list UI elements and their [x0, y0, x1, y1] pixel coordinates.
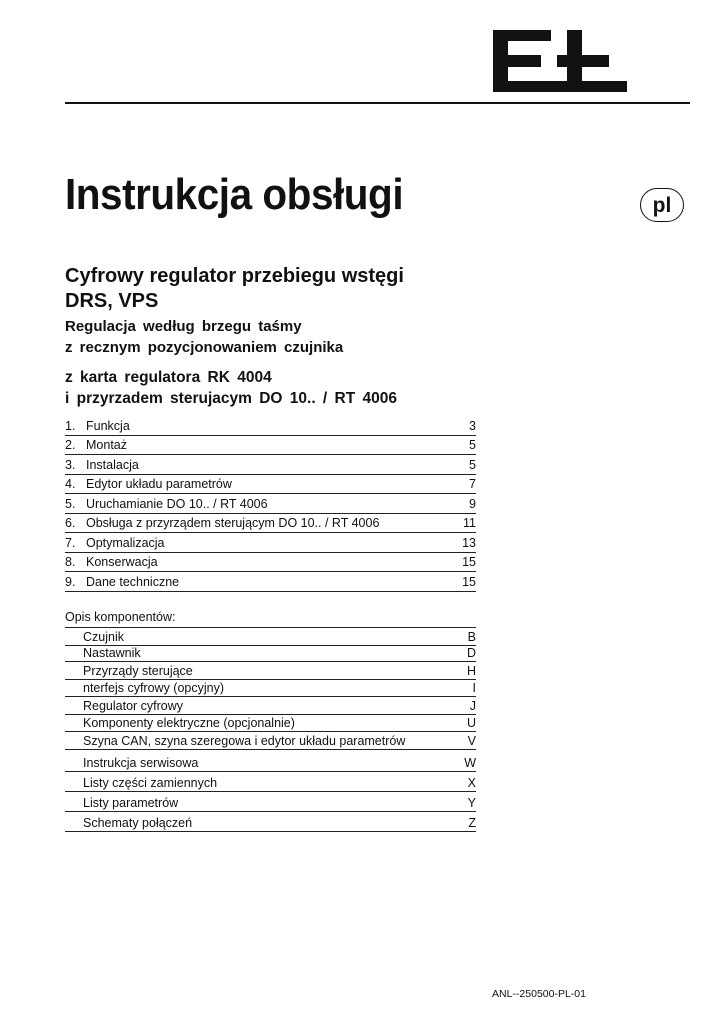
component-row[interactable] [65, 680, 476, 697]
toc-row[interactable] [65, 455, 476, 475]
header-divider [65, 102, 690, 104]
toc-label: Dane techniczne [86, 574, 180, 589]
components-list [65, 627, 476, 832]
toc-number: 7. [65, 535, 76, 550]
toc-number: 6. [65, 516, 76, 530]
component-code: X [467, 776, 476, 790]
component-row[interactable] [65, 715, 476, 732]
component-row[interactable] [65, 772, 476, 792]
toc-page: 7 [469, 477, 476, 491]
toc-label: Instalacja [86, 457, 139, 472]
product-title-line-1: Cyfrowy regulator przebiegu wstęgi [65, 265, 404, 287]
toc-number: 2. [65, 438, 76, 452]
toc-label: Montaż [86, 438, 127, 452]
component-label: Przyrządy sterujące [83, 664, 193, 678]
page-title: Instrukcja obsługi [65, 170, 404, 219]
toc-page: 9 [469, 496, 476, 511]
toc-number: 5. [65, 496, 76, 511]
component-row[interactable] [65, 662, 476, 680]
component-row[interactable] [65, 646, 476, 662]
toc-page: 5 [469, 438, 476, 452]
component-code: Y [467, 796, 476, 810]
component-row[interactable] [65, 812, 476, 832]
toc-label: Edytor układu parametrów [86, 477, 232, 491]
product-variant-line-2: i przyrzadem sterujacym DO 10.. / RT 4006 [65, 390, 397, 407]
product-variant [65, 367, 397, 409]
product-title [65, 264, 404, 314]
component-row[interactable] [65, 750, 476, 772]
toc-number: 1. [65, 418, 76, 433]
language-badge: pl [640, 188, 684, 222]
toc-row[interactable] [65, 436, 476, 456]
toc-row[interactable] [65, 494, 476, 514]
component-row[interactable] [65, 697, 476, 715]
toc-row[interactable] [65, 416, 476, 436]
product-description-line-1: Regulacja według brzegu taśmy [65, 318, 302, 335]
toc-label: Konserwacja [86, 555, 158, 569]
toc-page: 13 [462, 535, 476, 550]
component-code: V [467, 734, 476, 748]
document-code: ANL--250500-PL-01 [492, 988, 586, 1000]
component-code: D [466, 646, 476, 660]
toc-page: 3 [469, 418, 476, 433]
el-company-logo [493, 30, 627, 92]
component-row[interactable] [65, 628, 476, 646]
component-code: I [472, 681, 476, 695]
toc-page: 5 [469, 457, 476, 472]
toc-row[interactable] [65, 553, 476, 573]
toc-page: 15 [462, 555, 476, 569]
product-description [65, 316, 343, 358]
toc-row[interactable] [65, 572, 476, 592]
component-label: Schematy połączeń [83, 816, 193, 830]
component-code: U [466, 716, 476, 730]
toc-label: Optymalizacja [86, 535, 165, 550]
toc-row[interactable] [65, 533, 476, 553]
toc-number: 9. [65, 574, 76, 589]
component-label: Szyna CAN, szyna szeregowa i edytor układu parametrów [83, 734, 406, 748]
component-row[interactable] [65, 792, 476, 812]
component-label: Czujnik [83, 630, 124, 644]
component-label: nterfejs cyfrowy (opcyjny) [83, 681, 225, 695]
toc-label: Funkcja [86, 418, 130, 433]
toc-row[interactable] [65, 514, 476, 534]
product-title-line-2: DRS, VPS [65, 290, 159, 312]
toc-page: 11 [463, 516, 476, 530]
component-label: Nastawnik [83, 646, 141, 660]
toc-number: 4. [65, 477, 76, 491]
component-code: J [469, 699, 476, 713]
product-variant-line-1: z karta regulatora RK 4004 [65, 369, 272, 386]
component-label: Komponenty elektryczne (opcjonalnie) [83, 716, 295, 730]
components-heading: Opis komponentów: [65, 610, 176, 624]
table-of-contents [65, 416, 476, 592]
toc-label: Uruchamianie DO 10.. / RT 4006 [86, 496, 268, 511]
toc-label: Obsługa z przyrządem sterującym DO 10.. / RT 4006 [86, 516, 380, 530]
component-code: H [466, 664, 476, 678]
component-code: Z [468, 816, 476, 830]
toc-row[interactable] [65, 475, 476, 495]
component-label: Listy parametrów [83, 796, 179, 810]
toc-page: 15 [462, 574, 476, 589]
component-code: B [467, 630, 476, 644]
toc-number: 3. [65, 457, 76, 472]
component-code: W [464, 756, 476, 770]
component-label: Listy części zamiennych [83, 776, 218, 790]
toc-number: 8. [65, 555, 76, 569]
component-label: Regulator cyfrowy [83, 699, 184, 713]
product-description-line-2: z recznym pozycjonowaniem czujnika [65, 339, 344, 356]
component-row[interactable] [65, 732, 476, 750]
component-label: Instrukcja serwisowa [83, 756, 199, 770]
